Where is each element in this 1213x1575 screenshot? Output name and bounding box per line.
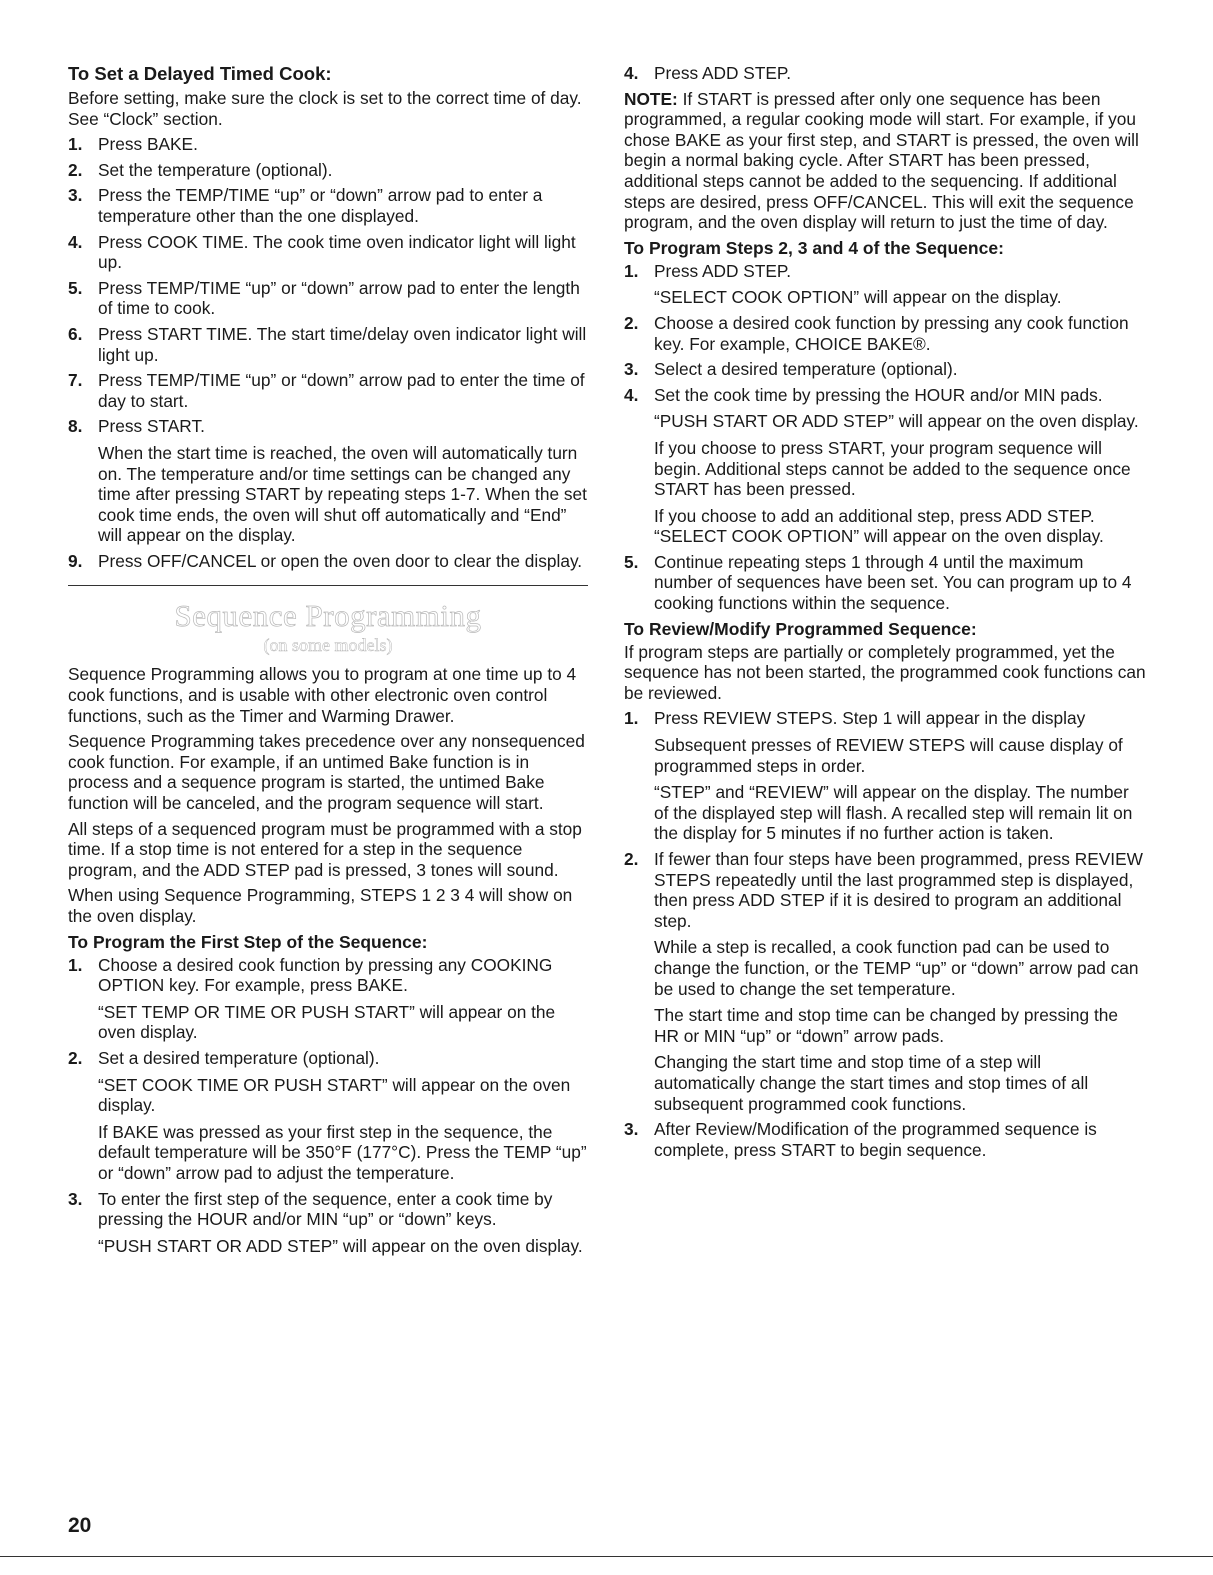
list-item <box>68 955 588 1043</box>
step-number: 9. <box>68 550 83 571</box>
steps-234-heading: To Program Steps 2, 3 and 4 of the Sequence: <box>624 237 1004 258</box>
review-intro: If program steps are partially or completely programmed, yet the sequence has not been started, the programmed cook functions can be reviewed. <box>624 641 1146 703</box>
step-text: Press TEMP/TIME “up” or “down” arrow pad to enter the length of time to cook. <box>98 277 580 319</box>
note-label: NOTE: <box>624 88 678 109</box>
step-text: Set a desired temperature (optional). <box>98 1047 380 1068</box>
list-item <box>68 160 588 181</box>
step-number: 4. <box>68 231 83 252</box>
list-item <box>68 134 588 155</box>
step-number: 2. <box>624 312 639 333</box>
list-item <box>624 1119 1146 1160</box>
step-text: Press START TIME. The start time/delay oven indicator light will light up. <box>98 323 587 365</box>
step-number: 2. <box>624 849 639 869</box>
step-text: Press ADD STEP. <box>654 63 792 83</box>
step-number: 1. <box>624 708 639 729</box>
section-divider <box>68 585 588 586</box>
list-item <box>624 849 1146 1114</box>
step-text: If fewer than four steps have been programmed, press REVIEW STEPS repeatedly until the last programmed step is displayed, then press ADD STEP if it is desired to program an additional step. <box>654 849 1143 931</box>
first-step-heading: To Program the First Step of the Sequence: <box>68 931 428 952</box>
list-item <box>68 551 588 572</box>
list-item <box>624 313 1146 354</box>
step-number: 7. <box>68 370 83 391</box>
step-text: Press START. <box>98 416 205 437</box>
steps-234-list <box>624 261 1146 614</box>
step-text: Choose a desired cook function by pressing any COOKING OPTION key. For example, press BAKE. <box>98 954 553 996</box>
step-detail: If you choose to add an additional step, press ADD STEP. “SELECT COOK OPTION” will appear on the oven display. <box>654 505 1104 547</box>
list-item <box>624 63 1146 84</box>
step-detail: If you choose to press START, your program sequence will begin. Additional steps cannot be added to the sequence once START has been pressed. <box>654 437 1131 500</box>
step-detail: “SET TEMP OR TIME OR PUSH START” will appear on the oven display. <box>98 1001 556 1043</box>
first-step-steps <box>68 955 588 1257</box>
step-detail: “STEP” and “REVIEW” will appear on the display. The number of the displayed step will flash. A recalled step will remain lit on the display for 5 minutes if no further action is taken. <box>654 782 1133 844</box>
step-text: Press the TEMP/TIME “up” or “down” arrow pad to enter a temperature other than the one displayed. <box>98 185 543 226</box>
step-number: 4. <box>624 63 639 83</box>
step-number: 1. <box>68 954 83 975</box>
section-paragraph: Sequence Programming takes precedence over any nonsequenced cook function. For example, if an untimed Bake function is in process and a sequence program is started, the untimed Bake function will be canceled, and the program sequence will start. <box>68 731 585 814</box>
section-title: Sequence Programming <box>174 598 482 634</box>
page-number: 20 <box>68 1514 92 1537</box>
step-text: Choose a desired cook function by pressing any cook function key. For example, CHOICE BAKE®. <box>654 312 1129 354</box>
step-number: 2. <box>68 1047 83 1068</box>
list-item <box>68 1189 588 1257</box>
step-detail: The start time and stop time can be changed by pressing the HR or MIN “up” or “down” arrow pads. <box>654 1005 1118 1046</box>
section-paragraph: When using Sequence Programming, STEPS 1 2 3 4 will show on the oven display. <box>68 885 573 926</box>
list-item <box>68 1048 588 1184</box>
delayed-cook-heading: To Set a Delayed Timed Cook: <box>68 63 332 84</box>
step-number: 3. <box>68 1188 83 1209</box>
step-number: 5. <box>624 551 639 572</box>
step-number: 1. <box>624 260 639 281</box>
list-item <box>68 370 588 411</box>
step-number: 6. <box>68 323 83 344</box>
step-detail: “SELECT COOK OPTION” will appear on the display. <box>654 287 1062 308</box>
list-item <box>68 324 588 365</box>
list-item <box>624 708 1146 844</box>
step-text: Press BAKE. <box>98 134 198 155</box>
step-text: Set the cook time by pressing the HOUR and/or MIN pads. <box>654 384 1103 405</box>
step-text: Continue repeating steps 1 through 4 until the maximum number of sequences have been set. You can program up to 4 cooking functions within the sequence. <box>654 551 1132 614</box>
step-number: 1. <box>68 134 83 155</box>
step-text: After Review/Modification of the programmed sequence is complete, press START to begin sequence. <box>654 1119 1097 1160</box>
step-text: Press TEMP/TIME “up” or “down” arrow pad to enter the time of day to start. <box>98 370 585 411</box>
add-step-list <box>624 63 1146 84</box>
step-number: 3. <box>68 185 83 206</box>
section-paragraph: All steps of a sequenced program must be programmed with a stop time. If a stop time is not entered for a step in the sequence program, and the ADD STEP pad is pressed, 3 tones will sound. <box>68 818 582 880</box>
step-text: To enter the first step of the sequence, enter a cook time by pressing the HOUR and/or MIN “up” or “down” keys. <box>98 1188 553 1230</box>
right-column <box>624 63 1146 1165</box>
step-text: Select a desired temperature (optional). <box>654 359 958 380</box>
step-text: Set the temperature (optional). <box>98 159 333 180</box>
footer-rule <box>0 1556 1213 1557</box>
step-number: 8. <box>68 416 83 437</box>
list-item <box>624 261 1146 308</box>
step-detail: “SET COOK TIME OR PUSH START” will appear on the oven display. <box>98 1074 571 1116</box>
step-text: Press OFF/CANCEL or open the oven door to clear the display. <box>98 550 583 571</box>
list-item <box>68 278 588 319</box>
list-item <box>624 359 1146 380</box>
step-detail: Subsequent presses of REVIEW STEPS will cause display of programmed steps in order. <box>654 735 1123 776</box>
left-column <box>68 63 588 1261</box>
step-text: Press COOK TIME. The cook time oven indicator light will light up. <box>98 231 576 273</box>
section-paragraph: Sequence Programming allows you to program at one time up to 4 cook functions, and is usable with other electronic oven control functions, such as the Timer and Warming Drawer. <box>68 664 577 726</box>
delayed-cook-intro: Before setting, make sure the clock is set to the correct time of day. See “Clock” section. <box>68 88 582 129</box>
review-steps <box>624 708 1146 1160</box>
step-text: Press REVIEW STEPS. Step 1 will appear in the display <box>654 708 1086 729</box>
step-detail: Changing the start time and stop time of a step will automatically change the start times and stop times of all subsequent programmed cook functions. <box>654 1052 1089 1114</box>
step-detail: “PUSH START OR ADD STEP” will appear on the oven display. <box>654 411 1139 432</box>
section-subtitle: (on some models) <box>263 635 393 656</box>
review-heading: To Review/Modify Programmed Sequence: <box>624 618 977 639</box>
step-detail: “PUSH START OR ADD STEP” will appear on the oven display. <box>98 1235 583 1256</box>
note-text: If START is pressed after only one sequence has been programmed, a regular cooking mode will start. For example, if you chose BAKE as your first step, and START is pressed, the oven will begin a normal baking cycle. After START has been pressed, additional steps cannot be added to the sequencing. If additional steps are desired, press OFF/CANCEL. This will exit the sequence program, and the oven display will return to just the time of day. <box>624 88 1139 233</box>
list-item <box>68 232 588 273</box>
list-item <box>68 416 588 546</box>
step-detail: If BAKE was pressed as your first step in the sequence, the default temperature will be 350°F (177°C). Press the TEMP “up” or “down” arrow pad to adjust the temperature. <box>98 1121 587 1183</box>
step-number: 3. <box>624 359 639 380</box>
delayed-cook-steps <box>68 134 588 571</box>
step-number: 5. <box>68 277 83 298</box>
list-item <box>624 385 1146 547</box>
list-item <box>624 552 1146 614</box>
step-number: 2. <box>68 159 83 180</box>
step-text: Press ADD STEP. <box>654 260 792 281</box>
step-number: 4. <box>624 384 639 405</box>
step-detail: When the start time is reached, the oven will automatically turn on. The temperature and/or time settings can be changed any time after pressing START by repeating steps 1-7. When the set cook time ends, the oven will shut off automatically and “End” will appear on the display. <box>98 442 587 546</box>
step-detail: While a step is recalled, a cook function pad can be used to change the function, or the TEMP “up” or “down” arrow pad can be used to change the set temperature. <box>654 937 1139 999</box>
note-paragraph <box>624 89 1146 233</box>
step-number: 3. <box>624 1119 639 1140</box>
list-item <box>68 185 588 226</box>
